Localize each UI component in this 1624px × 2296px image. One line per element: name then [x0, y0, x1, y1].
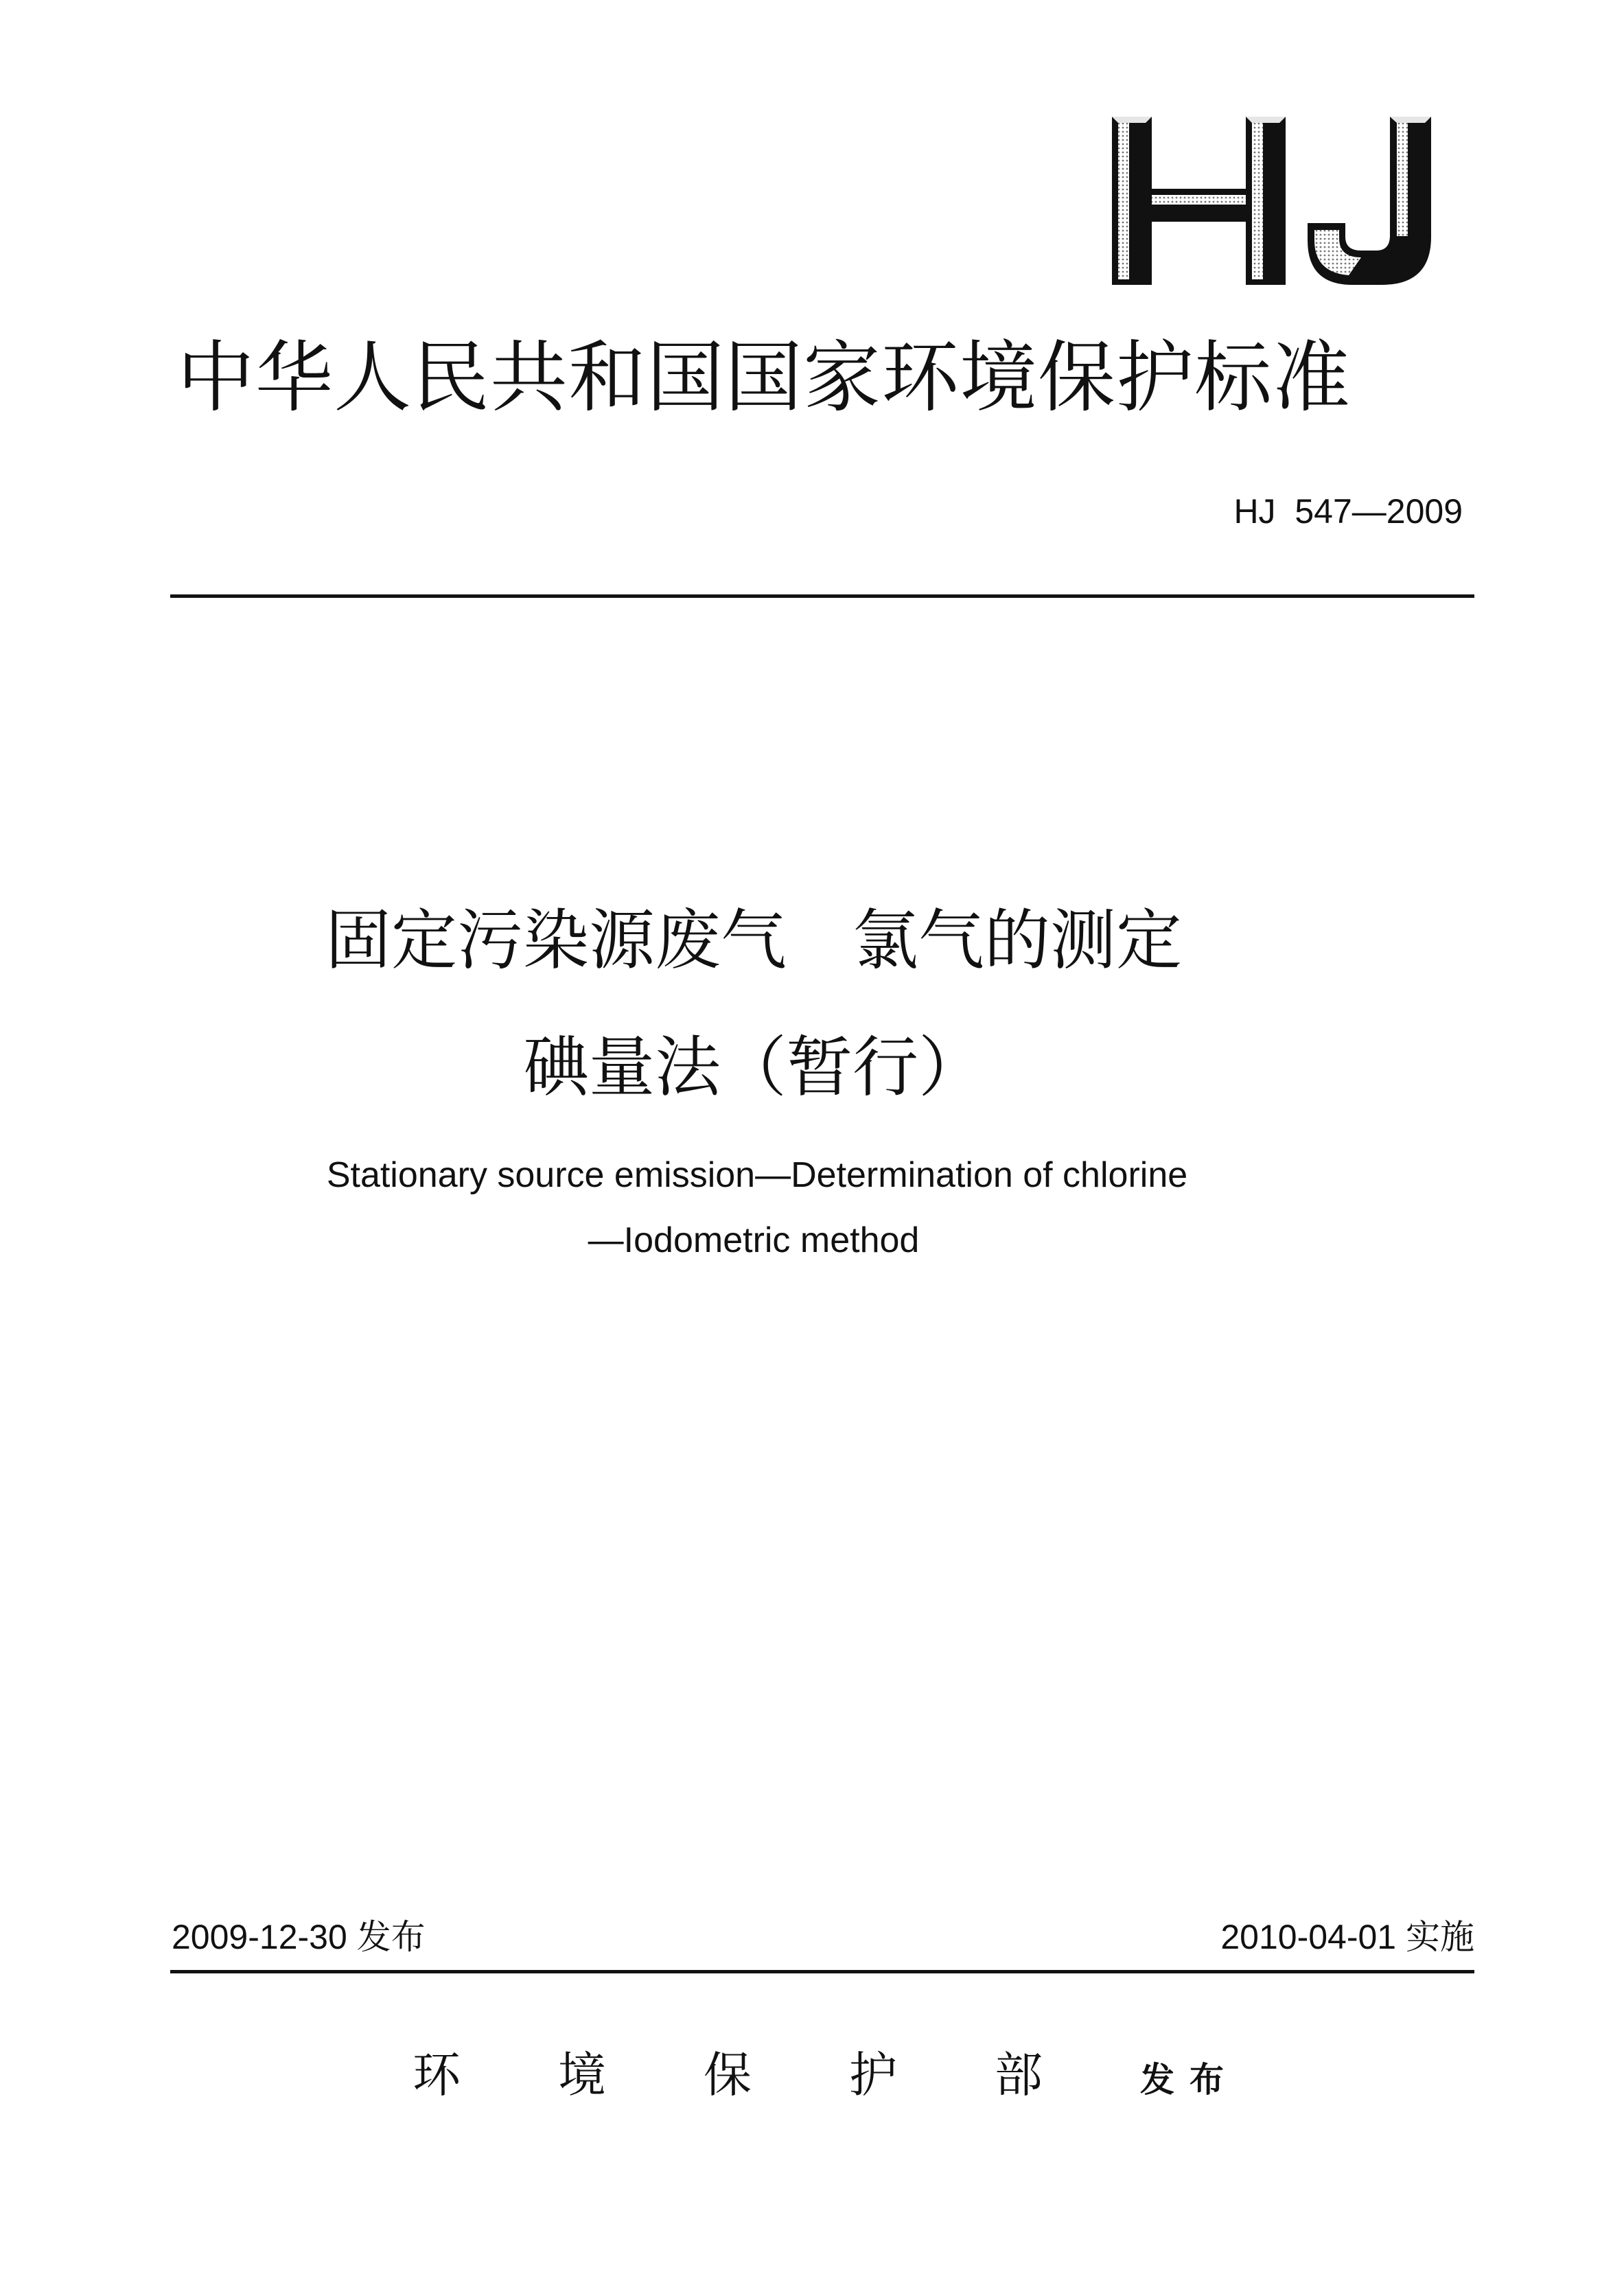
- title-chinese-line-2: 碘量法（暂行）: [523, 1029, 984, 1106]
- hj-logo-letter-j: [1308, 117, 1431, 285]
- issue-date: 2009-12-30 发布: [172, 1918, 426, 1956]
- bottom-divider: [170, 1970, 1474, 1973]
- implementation-date: 2010-04-01 实施: [1220, 1918, 1474, 1956]
- publisher-line: [0, 2044, 1624, 2111]
- title-chinese-line-1: 固定污染源废气 氯气的测定: [325, 902, 1182, 979]
- title-english-line-2: —Iodometric method: [588, 1220, 920, 1260]
- title-english-line-1: Stationary source emission—Determination of chlorine: [326, 1155, 1188, 1195]
- hj-logo-letter-h: [1112, 117, 1286, 285]
- hj-logo: [1109, 113, 1445, 288]
- publisher-name: 环境保护部: [413, 2047, 1140, 2103]
- standard-number: HJ 547—2009: [1233, 492, 1463, 531]
- standard-category-title: 中华人民共和国国家环境保护标准: [177, 332, 1351, 423]
- publisher-action: 发布: [1140, 2060, 1239, 2100]
- top-divider: [170, 594, 1474, 598]
